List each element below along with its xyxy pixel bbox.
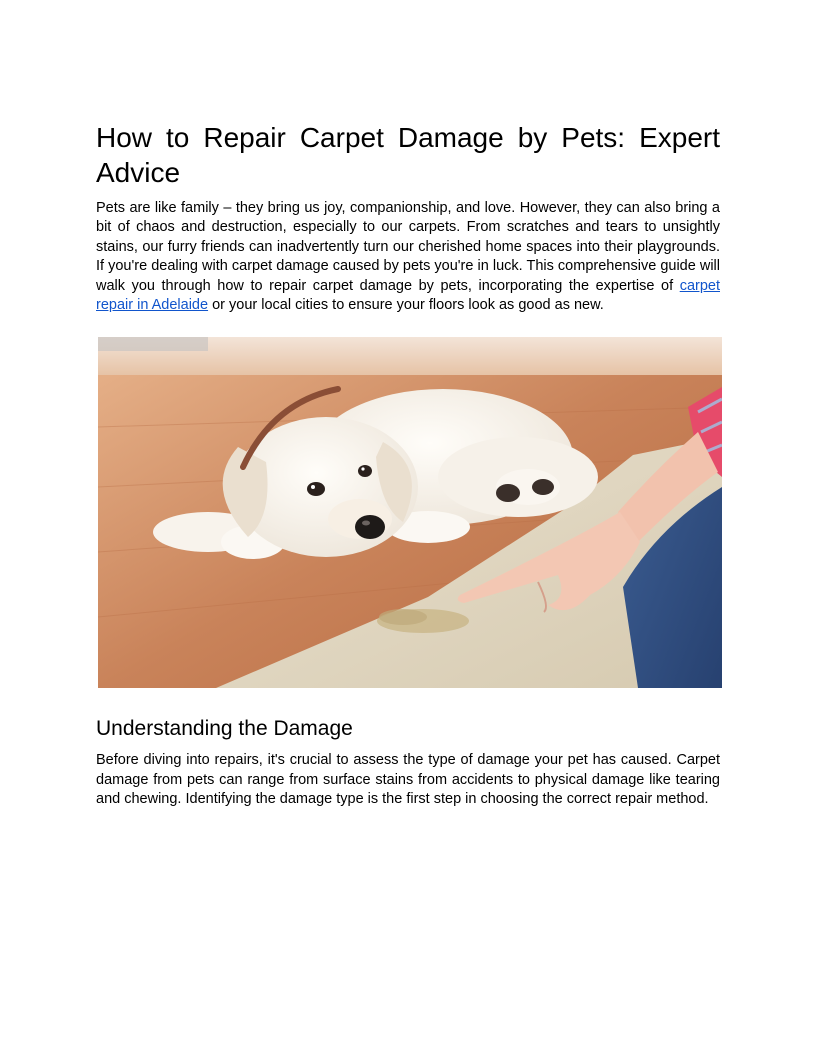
page-title: How to Repair Carpet Damage by Pets: Expert Advice [96, 122, 720, 188]
section-heading: Understanding the Damage [96, 717, 353, 741]
puppy-carpet-image [98, 337, 722, 688]
carpet-repair-link[interactable]: carpet repair in Adelaide [96, 277, 720, 314]
section-paragraph: Before diving into repairs, it's crucial to assess the type of damage your pet has caused. Carpet damage from pets can range from surface stains from accidents to physical damage like tearing and chewing. Identifying the damage type is the first step in choosing the correct repair method. [96, 752, 720, 808]
intro-text-before-link: Pets are like family – they bring us joy, companionship, and love. However, they can also bring a bit of chaos and destruction, especially to our carpets. From scratches and tears to unsightly stains, our furry friends can inadvertently turn our cherished home spaces into their playgrounds. If you're dealing with carpet damage caused by pets you're in luck. This comprehensive guide will walk you through how to repair carpet damage by pets, incorporating the expertise of [96, 200, 720, 294]
intro-text-after-link: or your local cities to ensure your floors look as good as new. [208, 297, 604, 314]
document-page [96, 120, 720, 810]
intro-paragraph [96, 199, 720, 315]
